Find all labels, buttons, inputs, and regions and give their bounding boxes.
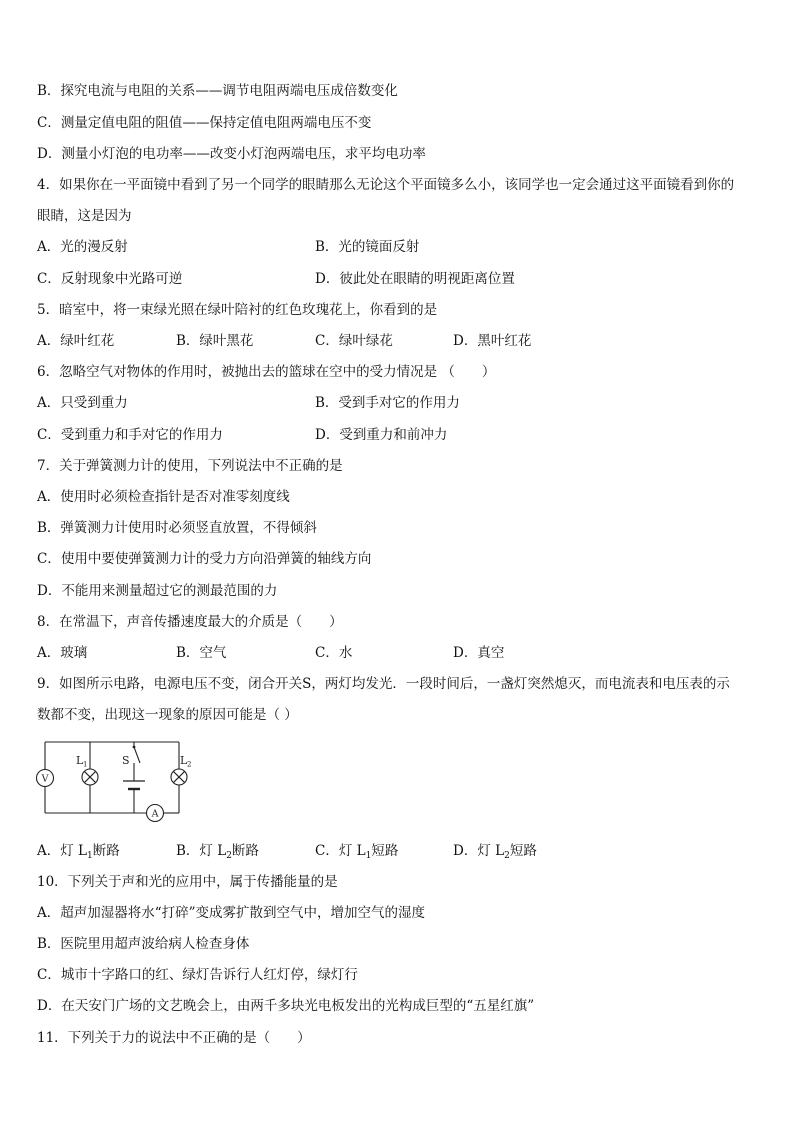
q4-stem-line1: 4．如果你在一平面镜中看到了另一个同学的眼睛那么无论这个平面镜多么小，该同学也一定会通过这平面镜看到你的 <box>37 177 735 193</box>
q4-option-d: D．彼此处在眼睛的明视距离位置 <box>315 271 515 287</box>
q9-stem-line2: 数都不变，出现这一现象的原因可能是（ ） <box>37 707 298 723</box>
q5-stem: 5．暗室中，将一束绿光照在绿叶陪衬的红色玫瑰花上，你看到的是 <box>37 302 438 318</box>
q9-option-c-suffix: 短路 <box>371 843 399 859</box>
q9-option-a-suffix: 断路 <box>92 843 120 859</box>
q7-option-d: D．不能用来测量超过它的测最范围的力 <box>37 583 278 599</box>
q9-option-d-text: D．灯 L <box>453 843 505 859</box>
q5-option-d: D．黑叶红花 <box>453 333 532 349</box>
q10-stem: 10．下列关于声和光的应用中，属于传播能量的是 <box>37 874 338 890</box>
q6-stem: 6．忽略空气对物体的作用时，被抛出去的篮球在空中的受力情况是 （ ） <box>37 364 496 380</box>
voltmeter-label: V <box>41 773 49 785</box>
q9-option-b <box>176 842 259 865</box>
q10-option-c: C．城市十字路口的红、绿灯告诉行人红灯停，绿灯行 <box>37 967 358 983</box>
q9-stem-line1: 9．如图所示电路，电源电压不变，闭合开关S，两灯均发光．一段时间后，一盏灯突然熄灭，而电流表和电压表的示 <box>37 676 730 692</box>
q9-option-c-sub: 1 <box>365 851 372 861</box>
q6-option-c: C．受到重力和手对它的作用力 <box>37 427 223 443</box>
q3-option-d: D．测量小灯泡的电功率——改变小灯泡两端电压，求平均电功率 <box>37 146 426 162</box>
q10-option-b: B．医院里用超声波给病人检查身体 <box>37 936 250 952</box>
q9-option-d <box>453 842 537 865</box>
q9-option-d-sub: 2 <box>504 851 510 861</box>
q8-option-d: D．真空 <box>453 645 505 661</box>
q8-stem: 8．在常温下，声音传播速度最大的介质是（ ） <box>37 614 343 630</box>
q8-option-c: C．水 <box>315 645 353 661</box>
switch-label: S <box>122 754 130 767</box>
q8-option-a: A．玻璃 <box>37 645 88 661</box>
q7-stem: 7．关于弹簧测力计的使用，下列说法中不正确的是 <box>37 458 343 474</box>
lamp1-label: L <box>76 754 84 767</box>
q9-option-a-text: A．灯 L <box>37 843 88 859</box>
q9-option-b-text: B．灯 L <box>176 843 227 859</box>
q3-option-c: C．测量定值电阻的阻值——保持定值电阻两端电压不变 <box>37 115 372 131</box>
q9-option-b-suffix: 断路 <box>231 843 259 859</box>
lamp2-label-sub: 2 <box>187 760 192 769</box>
q7-option-c: C．使用中要使弹簧测力计的受力方向沿弹簧的轴线方向 <box>37 551 372 567</box>
q6-option-a: A．只受到重力 <box>37 395 128 411</box>
q10-option-a: A．超声加湿器将水“打碎”变成雾扩散到空气中，增加空气的湿度 <box>37 905 426 921</box>
q7-option-a: A．使用时必须检查指针是否对准零刻度线 <box>37 489 290 505</box>
lamp1-label-sub: 1 <box>83 760 88 769</box>
q9-option-a <box>37 842 120 865</box>
ammeter-label: A <box>151 808 159 820</box>
q4-option-b: B．光的镜面反射 <box>315 239 420 255</box>
q4-option-c: C．反射现象中光路可逆 <box>37 271 183 287</box>
q9-option-c-text: C．灯 L <box>315 843 366 859</box>
q10-option-d: D．在天安门广场的文艺晚会上，由两千多块光电板发出的光构成巨型的“五星红旗” <box>37 998 535 1014</box>
q5-option-a: A．绿叶红花 <box>37 333 115 349</box>
lamp2-label: L <box>180 754 188 767</box>
q5-option-c: C．绿叶绿花 <box>315 333 393 349</box>
q9-circuit-diagram <box>34 733 202 828</box>
q11-stem: 11．下列关于力的说法中不正确的是（ ） <box>37 1030 311 1046</box>
q3-option-b: B．探究电流与电阻的关系——调节电阻两端电压成倍数变化 <box>37 83 398 99</box>
q6-option-b: B．受到手对它的作用力 <box>315 395 460 411</box>
q6-option-d: D．受到重力和前冲力 <box>315 427 448 443</box>
q4-option-a: A．光的漫反射 <box>37 239 128 255</box>
q9-option-a-sub: 1 <box>87 851 93 861</box>
q5-option-b: B．绿叶黑花 <box>176 333 254 349</box>
q9-option-b-sub: 2 <box>226 851 232 861</box>
q7-option-b: B．弹簧测力计使用时必须竖直放置，不得倾斜 <box>37 520 317 536</box>
q4-stem-line2: 眼睛，这是因为 <box>37 208 132 224</box>
q9-option-d-suffix: 短路 <box>509 843 537 859</box>
q9-option-c <box>315 842 398 865</box>
q8-option-b: B．空气 <box>176 645 227 661</box>
